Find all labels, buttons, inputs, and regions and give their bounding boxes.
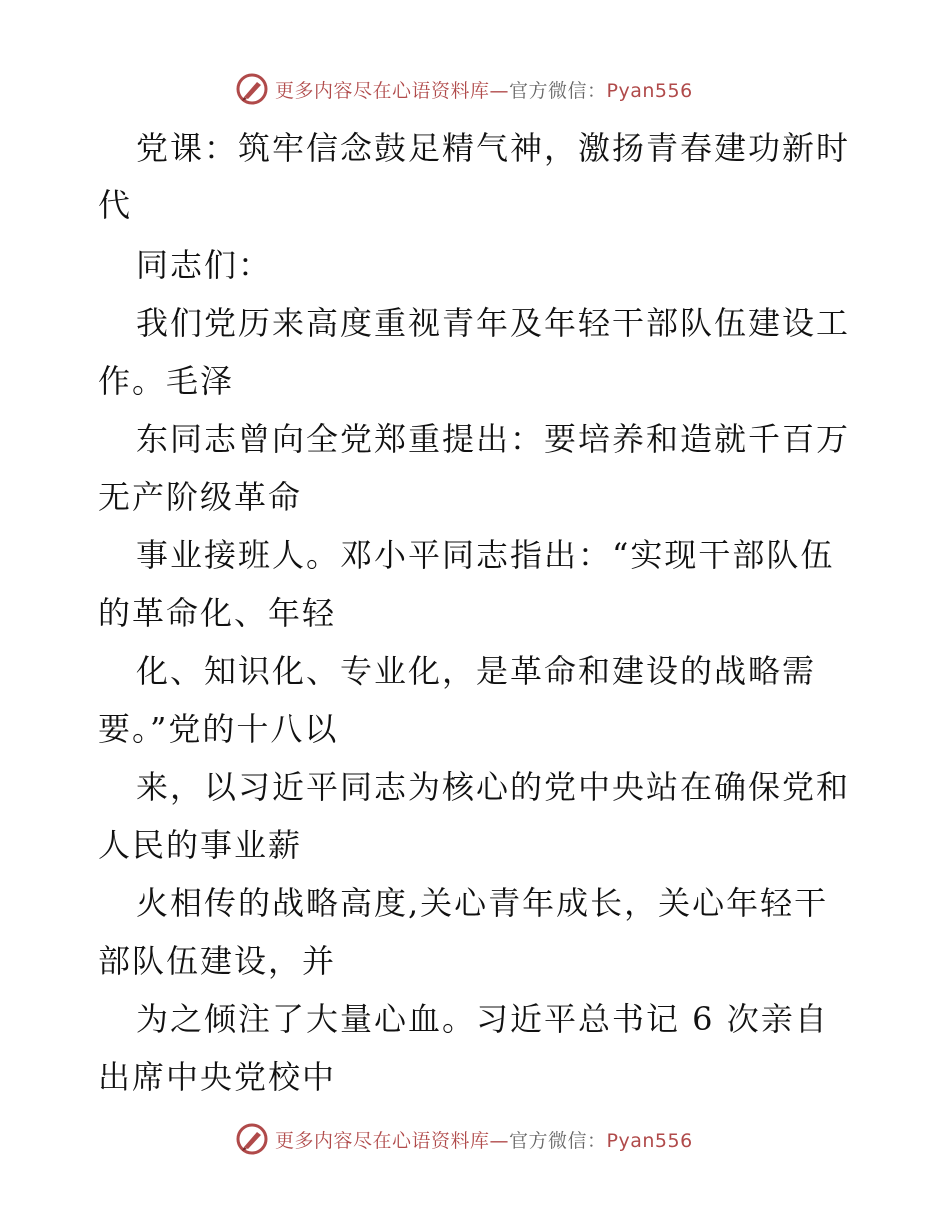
pen-logo-icon: [235, 1122, 269, 1156]
doc-line-title-cont: 代: [98, 186, 133, 224]
watermark-left-text: 更多内容尽在心语资料库—: [275, 79, 510, 102]
watermark-left-text: 更多内容尽在心语资料库—: [275, 1129, 510, 1152]
watermark-wechat-label: 官方微信：: [509, 1129, 607, 1152]
doc-line: 东同志曾向全党郑重提出：要培养和造就千百万: [136, 420, 851, 458]
doc-line: 无产阶级革命: [98, 478, 303, 516]
watermark-wechat-id: Pyan556: [606, 79, 693, 102]
watermark-text: [275, 1126, 693, 1153]
doc-line: 我们党历来高度重视青年及年轻干部队伍建设工: [136, 304, 851, 342]
watermark-wechat-id: Pyan556: [606, 1129, 693, 1152]
doc-line: 化、知识化、专业化，是革命和建设的战略需: [136, 652, 817, 690]
doc-line: 要。”党的十八以: [98, 710, 339, 748]
doc-line: 事业接班人。邓小平同志指出：“实现干部队伍: [136, 536, 835, 574]
doc-line: 部队伍建设，并: [98, 942, 337, 980]
doc-line: 同志们：: [136, 246, 273, 284]
doc-line: 作。毛泽: [98, 362, 235, 400]
doc-line: 来，以习近平同志为核心的党中央站在确保党和: [136, 768, 851, 806]
doc-line: 的革命化、年轻: [98, 594, 337, 632]
watermark-wechat-label: 官方微信：: [509, 79, 607, 102]
doc-line: 为之倾注了大量心血。习近平总书记 6 次亲自: [136, 1000, 829, 1038]
doc-line: 火相传的战略高度,关心青年成长，关心年轻干: [136, 884, 829, 922]
doc-line: 出席中央党校中: [98, 1058, 337, 1096]
doc-line-title: 党课：筑牢信念鼓足精气神，激扬青春建功新时: [136, 129, 851, 167]
doc-line: 人民的事业薪: [98, 826, 303, 864]
watermark-banner-bottom: [235, 1122, 693, 1156]
